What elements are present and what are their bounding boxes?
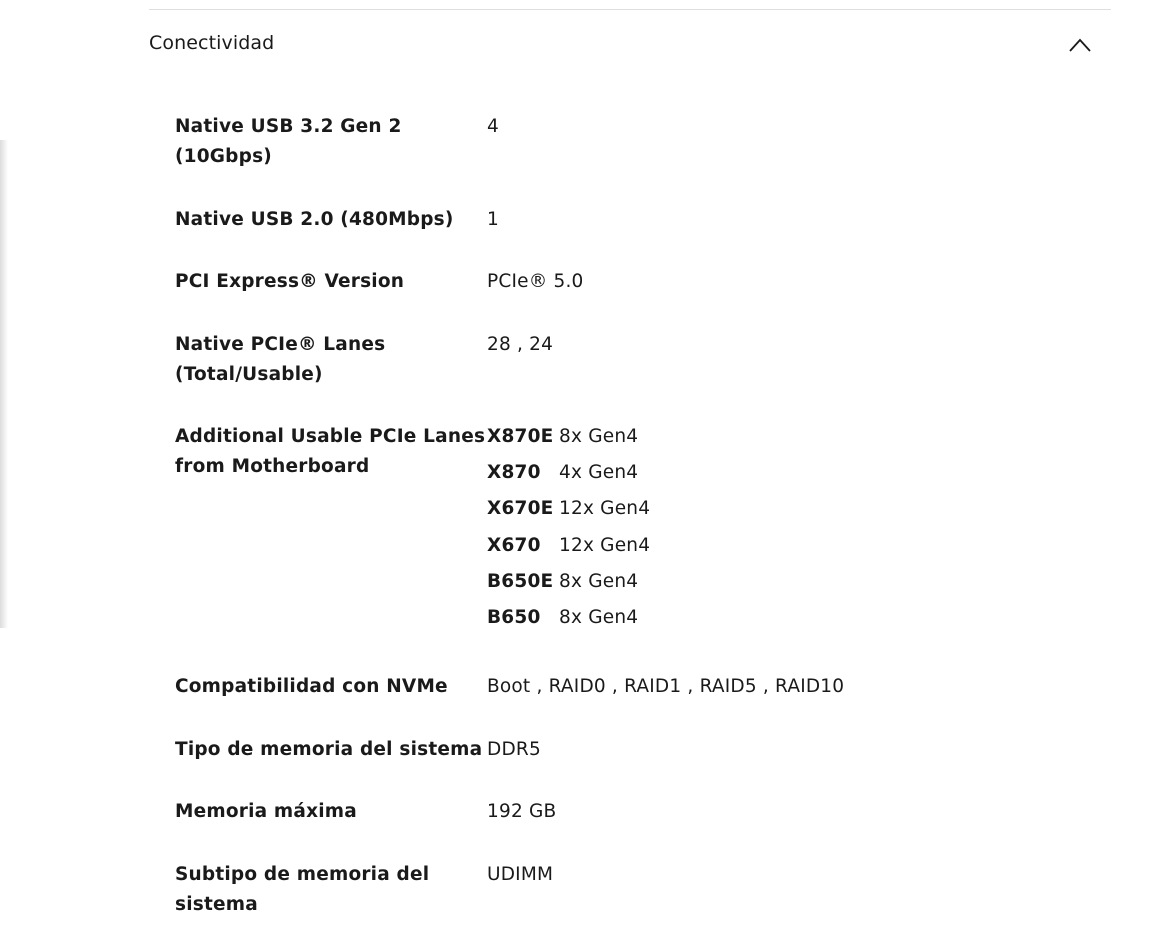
chipset-name: X870E — [487, 426, 554, 447]
spec-value: 4 — [487, 116, 499, 137]
side-panel-shadow — [0, 140, 8, 628]
chipset-row — [487, 458, 650, 494]
chipset-row — [487, 567, 650, 603]
spec-label: Subtipo de memoria del sistema — [175, 864, 430, 915]
spec-label: Compatibilidad con NVMe — [175, 676, 448, 697]
spec-row-memory-subtype — [175, 860, 1075, 922]
chipset-row — [487, 531, 650, 567]
spec-value: 1 — [487, 209, 499, 230]
chipset-name: B650 — [487, 606, 541, 628]
chipset-lanes: 8x Gen4 — [559, 426, 639, 447]
spec-row-usb32 — [175, 112, 1075, 205]
chipset-row — [487, 422, 650, 458]
spec-value: DDR5 — [487, 739, 541, 760]
chipset-lanes: 12x Gen4 — [559, 534, 651, 556]
spec-label: PCI Express® Version — [175, 271, 405, 292]
spec-table — [175, 112, 1075, 922]
chipset-lanes: 8x Gen4 — [559, 606, 639, 628]
spec-row-memory-type — [175, 735, 1075, 797]
spec-label: Tipo de memoria del sistema — [175, 739, 483, 760]
chipset-row — [487, 494, 650, 530]
chevron-up-icon[interactable] — [1069, 38, 1091, 52]
spec-row-nvme — [175, 672, 1075, 735]
section-title: Conectividad — [149, 32, 275, 54]
spec-label: Native USB 2.0 (480Mbps) — [175, 209, 454, 230]
spec-row-memory-max — [175, 797, 1075, 860]
chipset-lanes: 8x Gen4 — [559, 570, 639, 592]
spec-row-additional-lanes — [175, 422, 1075, 672]
chipset-name: X870 — [487, 462, 541, 484]
chipset-lanes: 4x Gen4 — [559, 462, 639, 484]
spec-label: Additional Usable PCIe Lanes from Motherboard — [175, 426, 486, 477]
spec-label: Native PCIe® Lanes (Total/Usable) — [175, 334, 386, 385]
spec-row-pcie-version — [175, 267, 1075, 330]
chipset-list — [487, 422, 650, 639]
chipset-lanes: 12x Gen4 — [559, 498, 651, 520]
spec-row-pcie-lanes — [175, 330, 1075, 422]
spec-value: UDIMM — [487, 864, 554, 885]
spec-label: Native USB 3.2 Gen 2 (10Gbps) — [175, 116, 402, 167]
chipset-name: B650E — [487, 570, 554, 592]
spec-row-usb20 — [175, 205, 1075, 267]
spec-label: Memoria máxima — [175, 801, 357, 822]
chipset-row — [487, 603, 650, 639]
spec-value: PCIe® 5.0 — [487, 271, 584, 292]
chipset-name: X670E — [487, 498, 554, 520]
spec-value: Boot , RAID0 , RAID1 , RAID5 , RAID10 — [487, 676, 845, 697]
spec-value: 28 , 24 — [487, 334, 554, 355]
spec-value: 192 GB — [487, 801, 557, 822]
chipset-name: X670 — [487, 534, 541, 556]
connectivity-section-header[interactable] — [149, 10, 1111, 80]
